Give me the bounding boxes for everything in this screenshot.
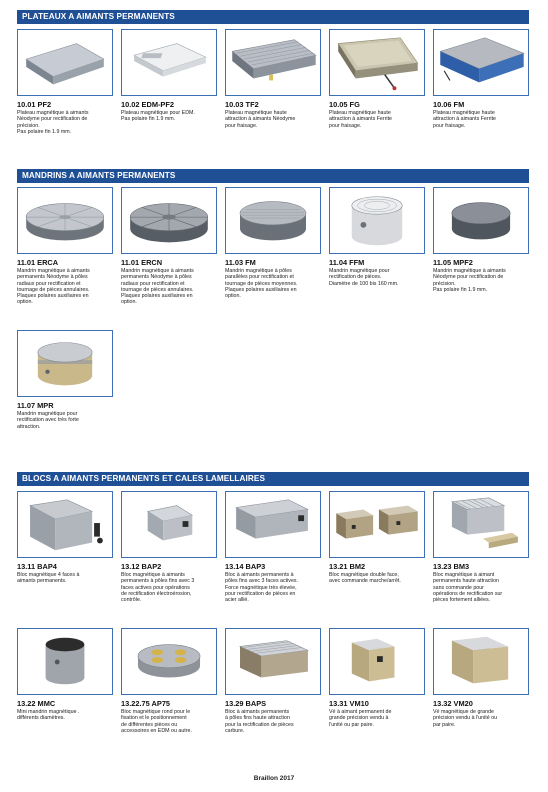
product-code: 11.04 FFM <box>329 258 365 267</box>
product-description: Bloc à aimants permanents à pôles fins haute attraction pour la rectification de pièces carbure. <box>225 709 294 734</box>
product-description: Vé à aimant permanent de grande précision vendu à l'unité ou par paire. <box>329 709 392 728</box>
rect-plate-grey-icon <box>18 30 112 95</box>
product-card[interactable] <box>17 628 113 722</box>
product-image[interactable] <box>121 29 217 96</box>
product-code: 10.01 PF2 <box>17 100 52 109</box>
product-code: 13.29 BAPS <box>225 699 267 708</box>
product-description: Bloc magnétique 4 faces à aimants permanents. <box>17 572 80 585</box>
product-card[interactable] <box>121 29 217 123</box>
v-block-vm20-icon <box>434 629 528 694</box>
product-description: Mini mandrin magnétique . différents diamètres. <box>17 709 80 722</box>
product-card[interactable] <box>329 187 425 287</box>
product-image[interactable] <box>17 187 113 254</box>
product-image[interactable] <box>329 187 425 254</box>
product-code: 10.05 FG <box>329 100 360 109</box>
rect-plate-lever-icon <box>330 30 424 95</box>
product-code: 13.22.75 AP75 <box>121 699 171 708</box>
block-4faces-icon <box>18 492 112 557</box>
product-code: 13.14 BAP3 <box>225 562 266 571</box>
product-card[interactable] <box>17 187 113 306</box>
product-description: Bloc magnétique rond pour le fixation et le positionnement de différentes pièces ou accessoires en EDM ou autre. <box>121 709 192 734</box>
product-card[interactable] <box>329 491 425 585</box>
product-card[interactable] <box>225 29 321 129</box>
product-image[interactable] <box>433 491 529 558</box>
round-chuck-small-icon <box>18 331 112 396</box>
product-description: Mandrin magnétique à pôles parallèles pour rectification et tournage de pièces moyennes. Plaques polaires auxiliaires en option. <box>225 268 298 300</box>
product-card[interactable] <box>433 187 529 293</box>
section-header-plateaux: PLATEAUX A AIMANTS PERMANENTS <box>17 10 529 24</box>
product-image[interactable] <box>121 491 217 558</box>
product-image[interactable] <box>225 187 321 254</box>
product-image[interactable] <box>17 628 113 695</box>
rect-plate-striped-icon <box>226 30 320 95</box>
product-image[interactable] <box>121 187 217 254</box>
product-image[interactable] <box>17 491 113 558</box>
product-card[interactable] <box>433 491 529 603</box>
product-card[interactable] <box>225 491 321 603</box>
product-card[interactable] <box>121 628 217 734</box>
round-chuck-parallel-icon <box>226 188 320 253</box>
product-image[interactable] <box>329 491 425 558</box>
product-code: 10.06 FM <box>433 100 465 109</box>
product-image[interactable] <box>433 628 529 695</box>
block-long-icon <box>226 492 320 557</box>
product-description: Bloc magnétique à aimant permanents haute attraction sans commande pour opérations de rectification sur pièces fortement alliées. <box>433 572 503 604</box>
product-code: 13.22 MMC <box>17 699 56 708</box>
product-description: Plateau magnétique haute attraction à aimants Ferrite pour fraisage. <box>329 110 392 129</box>
product-card[interactable] <box>17 29 113 135</box>
product-code: 13.32 VM20 <box>433 699 473 708</box>
product-code: 13.23 BM3 <box>433 562 470 571</box>
block-small-icon <box>122 492 216 557</box>
product-image[interactable] <box>17 29 113 96</box>
product-code: 13.12 BAP2 <box>121 562 162 571</box>
product-card[interactable] <box>329 628 425 728</box>
product-card[interactable] <box>121 187 217 306</box>
mini-chuck-icon <box>18 629 112 694</box>
product-card[interactable] <box>225 187 321 299</box>
product-description: Plateau magnétique à aimants Néodyme pour rectification de précision. Pas polaire fin 1.9 mm. <box>17 110 89 135</box>
product-card[interactable] <box>121 491 217 603</box>
round-chuck-dark-icon <box>434 188 528 253</box>
product-card[interactable] <box>225 628 321 734</box>
product-code: 13.31 VM10 <box>329 699 369 708</box>
product-card[interactable] <box>17 491 113 585</box>
product-image[interactable] <box>329 29 425 96</box>
product-image[interactable] <box>225 628 321 695</box>
product-image[interactable] <box>121 628 217 695</box>
rect-plate-blue-icon <box>434 30 528 95</box>
product-card[interactable] <box>17 330 113 430</box>
product-description: Mandrin magnétique à aimants permanents Néodyme à pôles radiaux pour rectification et tournage de pièces annulaires. Plaques polaires auxiliaires en option. <box>17 268 90 306</box>
product-code: 11.07 MPR <box>17 401 54 410</box>
block-baps-icon <box>226 629 320 694</box>
section-header-mandrins: MANDRINS A AIMANTS PERMANENTS <box>17 169 529 183</box>
product-card[interactable] <box>433 29 529 129</box>
product-description: Vé magnétique de grande précision vendu à l'unité ou par paire. <box>433 709 498 728</box>
product-description: Plateau magnétique pour EDM. Pas polaire fin 1.9 mm. <box>121 110 195 123</box>
product-code: 13.11 BAP4 <box>17 562 57 571</box>
product-code: 11.01 ERCN <box>121 258 163 267</box>
product-description: Mandrin magnétique à aimants Néodyme pour rectification de précision. Pas polaire fin 1.9 mm. <box>433 268 506 293</box>
product-image[interactable] <box>433 29 529 96</box>
product-card[interactable] <box>329 29 425 129</box>
product-code: 11.05 MPF2 <box>433 258 473 267</box>
product-description: Plateau magnétique haute attraction à aimants Ferrite pour fraisage. <box>433 110 496 129</box>
product-description: Bloc à aimants permanents à pôles fins avec 3 faces actives. Force magnétique très élevée, pour rectification de pièces en acier allié. <box>225 572 299 604</box>
product-image[interactable] <box>433 187 529 254</box>
block-lamellar-icon <box>434 492 528 557</box>
product-description: Mandrin magnétique pour rectification de pièces. Diamètre de 100 bis 160 mm. <box>329 268 399 287</box>
section-header-blocs: BLOCS A AIMANTS PERMANENTS ET CALES LAMELLAIRES <box>17 472 529 486</box>
product-code: 11.03 FM <box>225 258 256 267</box>
product-description: Bloc magnétique à aimants permanents à pôles fins avec 3 faces actives pour opérations de rectification électroérosion, contrôle. <box>121 572 195 604</box>
product-description: Bloc magnétique double face, avec commande marche/arrêt. <box>329 572 401 585</box>
round-chuck-tall-icon <box>330 188 424 253</box>
product-image[interactable] <box>17 330 113 397</box>
round-chuck-radial-dark-icon <box>122 188 216 253</box>
round-chuck-radial-icon <box>18 188 112 253</box>
product-image[interactable] <box>225 29 321 96</box>
block-double-icon <box>330 492 424 557</box>
product-image[interactable] <box>329 628 425 695</box>
product-code: 11.01 ERCA <box>17 258 59 267</box>
v-block-vm10-icon <box>330 629 424 694</box>
product-code: 13.21 BM2 <box>329 562 366 571</box>
rect-plate-light-icon <box>122 30 216 95</box>
product-image[interactable] <box>225 491 321 558</box>
product-card[interactable] <box>433 628 529 728</box>
product-code: 10.03 TF2 <box>225 100 259 109</box>
product-description: Mandrin magnétique à aimants permanents Néodyme à pôles radiaux pour rectification et tournage de pièces annulaires. Plaques polaires auxiliaires en option. <box>121 268 194 306</box>
round-block-ap75-icon <box>122 629 216 694</box>
page-footer: Braillon 2017 <box>253 775 295 782</box>
product-description: Plateau magnétique haute attraction à aimants Néodyme pour fraisage. <box>225 110 296 129</box>
product-description: Mandrin magnétique pour rectification avec très forte attraction. <box>17 411 79 430</box>
product-code: 10.02 EDM-PF2 <box>121 100 174 109</box>
